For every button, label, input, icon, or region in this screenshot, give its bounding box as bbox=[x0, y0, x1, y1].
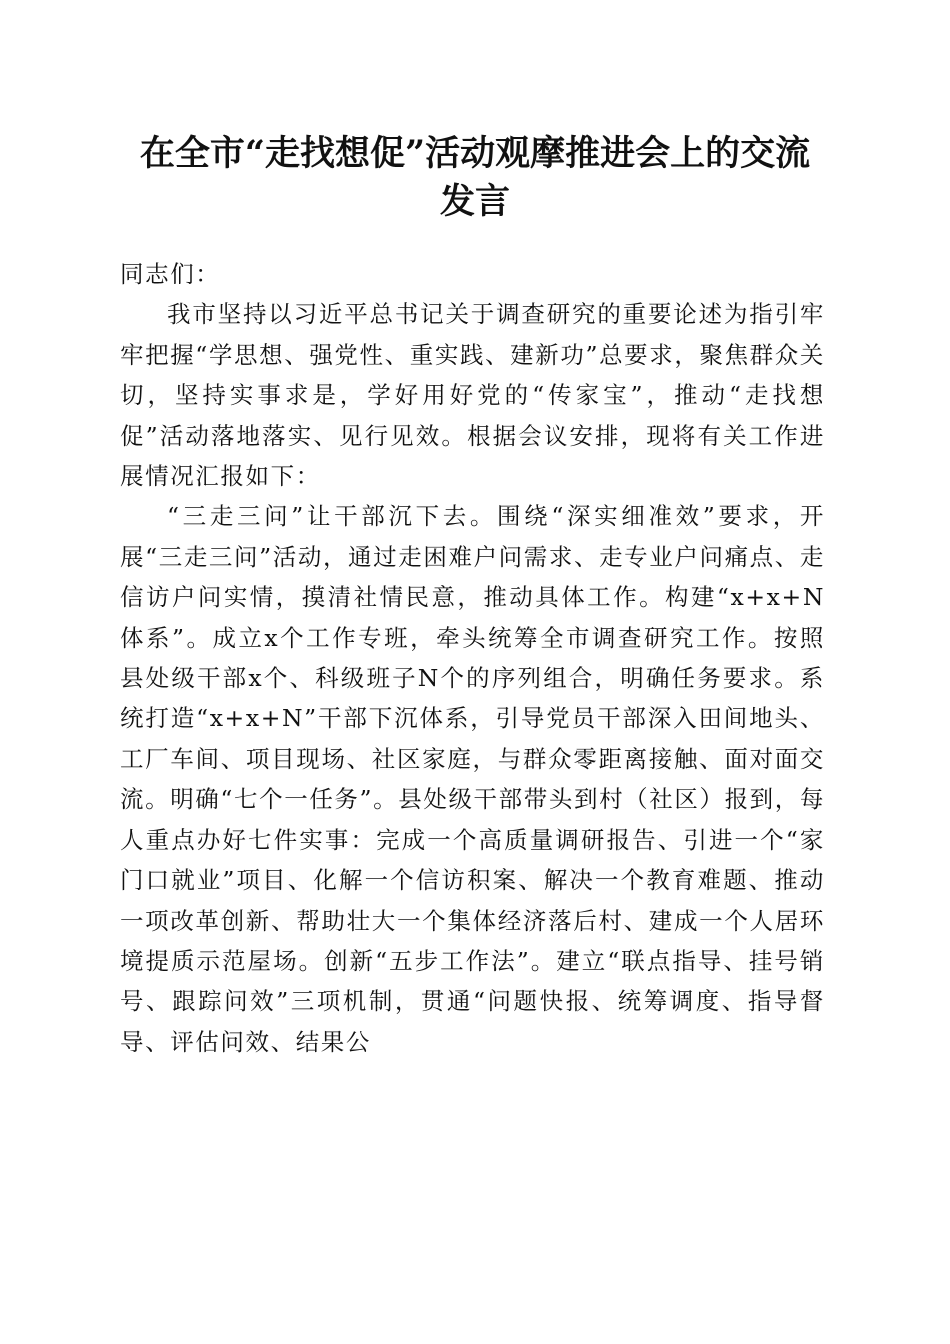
document-title-line-1: 在全市“走找想促”活动观摩推进会上的交流 bbox=[139, 133, 811, 174]
document-title bbox=[110, 130, 840, 226]
document-title-line-2: 发言 bbox=[439, 181, 510, 222]
document-body bbox=[120, 254, 825, 1062]
greeting: 同志们： bbox=[120, 260, 221, 288]
body-paragraph-2: “三走三问”让干部沉下去。围绕“深实细准效”要求，开展“三走三问”活动，通过走困难户问需求、走专业户问痛点、走信访户问实情，摸清社情民意，推动具体工作。构建“x+x+N体系”。成立x个工作专班，牵头统筹全市调查研究工作。按照县处级干部x个、科级班子N个的序列组合，明确任务要求。系统打造“x+x+N”干部下沉体系，引导党员干部深入田间地头、工厂车间、项目现场、社区家庭，与群众零距离接触、面对面交流。明确“七个一任务”。县处级干部带头到村（社区）报到，每人重点办好七件实事：完成一个高质量调研报告、引进一个“家门口就业”项目、化解一个信访积案、解决一个教育难题、推动一项改革创新、帮助壮大一个集体经济落后村、建成一个人居环境提质示范屋场。创新“五步工作法”。建立“联点指导、挂号销号、跟踪问效”三项机制，贯通“问题快报、统筹调度、指导督导、评估问效、结果公 bbox=[120, 502, 825, 1056]
body-paragraph-1: 我市坚持以习近平总书记关于调查研究的重要论述为指引牢牢把握“学思想、强党性、重实践、建新功”总要求，聚焦群众关切，坚持实事求是，学好用好党的“传家宝”，推动“走找想促”活动落地落实、见行见效。根据会议安排，现将有关工作进展情况汇报如下： bbox=[120, 300, 825, 491]
